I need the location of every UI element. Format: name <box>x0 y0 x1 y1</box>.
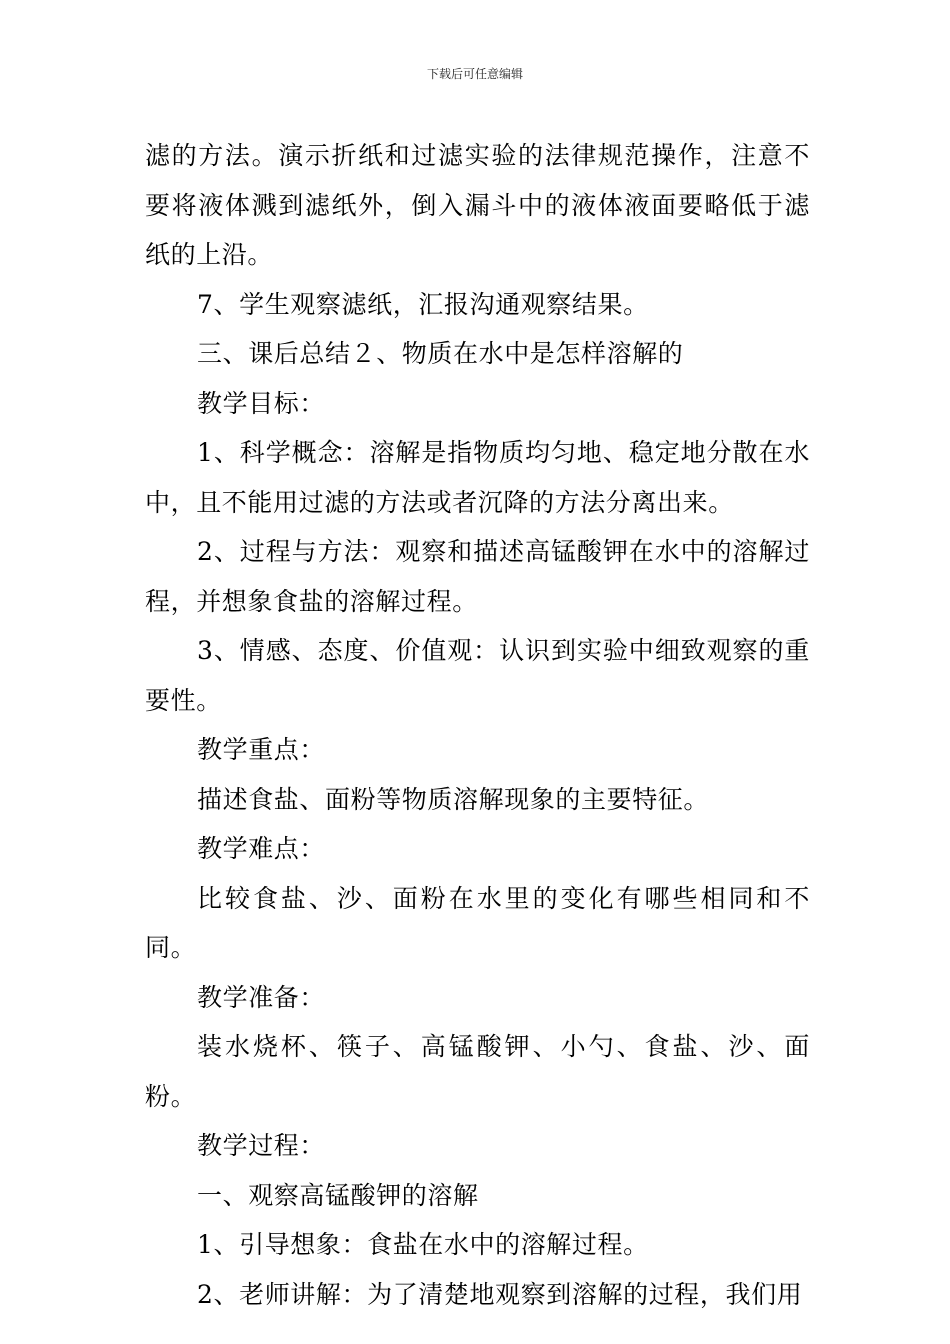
heading-key-points: 教学重点： <box>197 735 326 764</box>
heading-difficulties: 教学难点： <box>197 834 326 863</box>
heading-observe-dissolving: 一、观察高锰酸钾的溶解 <box>197 1180 479 1210</box>
paragraph-difficulties: 比较食盐、沙、面粉在水里的变化有哪些相同和不同。 <box>145 883 810 962</box>
paragraph-guide-imagination: 1、引导想象：食盐在水中的溶解过程。 <box>197 1230 649 1259</box>
heading-teaching-goals: 教学目标： <box>197 388 326 418</box>
heading-preparation: 教学准备： <box>197 982 326 1012</box>
paragraph-summary-lesson-title: 三、课后总结２、物质在水中是怎样溶解的 <box>197 339 684 368</box>
paragraph-teacher-explains: 2、老师讲解：为了清楚地观察到溶解的过程，我们用 <box>197 1279 803 1309</box>
paragraph-observe-filter-paper: 7、学生观察滤纸，汇报沟通观察结果。 <box>197 289 649 319</box>
paragraph-goal-attitude: 3、情感、态度、价值观：认识到实验中细致观察的重要性。 <box>145 636 810 715</box>
paragraph-goal-process: 2、过程与方法：观察和描述高锰酸钾在水中的溶解过程，并想象食盐的溶解过程。 <box>145 537 810 616</box>
paragraph-filter-method: 滤的方法。演示折纸和过滤实验的法律规范操作，注意不要将液体溅到滤纸外，倒入漏斗中的液体液面要略低于滤纸的上沿。 <box>145 141 810 269</box>
paragraph-goal-concept: 1、科学概念：溶解是指物质均匀地、稳定地分散在水中，且不能用过滤的方法或者沉降的方法分离出来。 <box>145 438 810 517</box>
document-body <box>145 131 810 1319</box>
heading-teaching-process: 教学过程： <box>197 1131 326 1160</box>
paragraph-preparation: 装水烧杯、筷子、高锰酸钾、小勺、食盐、沙、面粉。 <box>145 1032 810 1111</box>
paragraph-key-points: 描述食盐、面粉等物质溶解现象的主要特征。 <box>197 784 710 814</box>
page-header: 下载后可任意编辑 <box>426 67 523 81</box>
